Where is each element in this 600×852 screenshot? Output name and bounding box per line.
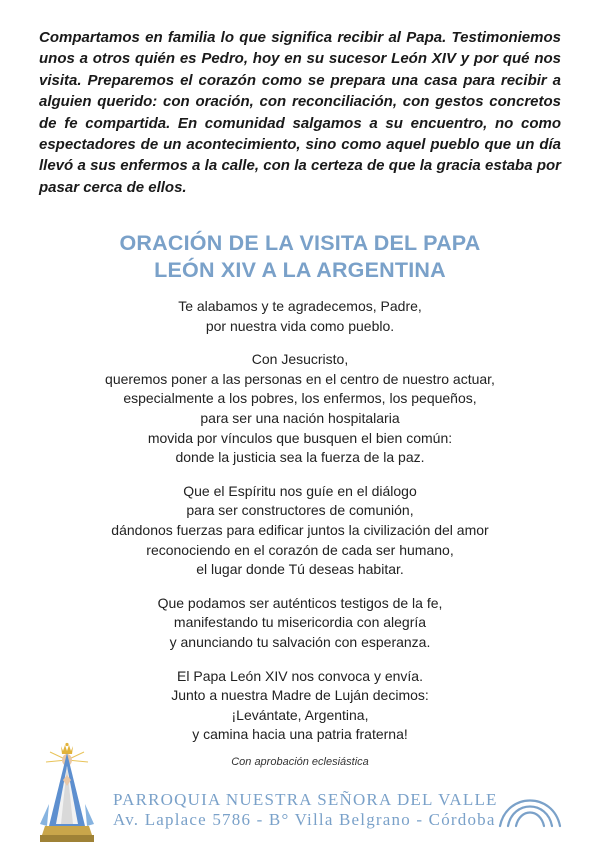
- prayer-line: Con Jesucristo,: [251, 351, 349, 368]
- prayer-line: Que el Espíritu nos guíe en el diálogo: [183, 482, 417, 499]
- prayer-stanza-4: [0, 594, 600, 653]
- prayer-stanza-3: [0, 482, 600, 580]
- intro-paragraph: Compartamos en familia lo que significa recibir al Papa. Testimoniemos unos a otros quién es Pedro, hoy en su sucesor León XIV y por qué nos visita. Preparemos el corazón como se prepara una casa para recibir a alguien querido: con oración, con reconciliación, con gestos concretos de fe compartida. En comunidad salgamos a su encuentro, no como espectadores de un acontecimiento, sino como aquel pueblo que un día llevó a sus enfermos a la calle, con la certeza de que la gracia estaba por pasar cerca de ellos.: [39, 29, 561, 196]
- parish-name: PARROQUIA NUESTRA SEÑORA DEL VALLE: [113, 790, 498, 809]
- prayer-line: el lugar donde Tú deseas habitar.: [196, 561, 404, 578]
- prayer-line: para ser una nación hospitalaria: [200, 409, 400, 426]
- prayer-line: Junto a nuestra Madre de Luján decimos:: [171, 687, 429, 704]
- prayer-line: especialmente a los pobres, los enfermos, los pequeños,: [123, 390, 477, 407]
- prayer-line: manifestando tu misericordia con alegría: [173, 614, 427, 631]
- prayer-line: y anunciando tu salvación con esperanza.: [169, 633, 431, 650]
- prayer-line: donde la justicia sea la fuerza de la paz.: [175, 449, 425, 466]
- prayer-title: [0, 230, 600, 284]
- prayer-line: ¡Levántate, Argentina,: [231, 706, 369, 723]
- prayer-body: [0, 297, 600, 759]
- prayer-stanza-2: [0, 350, 600, 468]
- prayer-line: y camina hacia una patria fraterna!: [192, 726, 408, 743]
- arches-logo-icon: [497, 782, 563, 830]
- prayer-stanza-1: [0, 297, 600, 336]
- prayer-title-line-2: LEÓN XIV A LA ARGENTINA: [154, 258, 446, 282]
- prayer-stanza-5: [0, 667, 600, 745]
- prayer-line: Que podamos ser auténticos testigos de la fe,: [157, 594, 443, 611]
- prayer-title-line-1: ORACIÓN DE LA VISITA DEL PAPA: [119, 231, 481, 255]
- prayer-line: reconociendo en el corazón de cada ser humano,: [146, 541, 454, 558]
- prayer-line: Te alabamos y te agradecemos, Padre,: [178, 298, 422, 314]
- prayer-line: queremos poner a las personas en el centro de nuestro actuar,: [105, 370, 495, 387]
- prayer-line: para ser constructores de comunión,: [186, 502, 414, 519]
- parish-address: Av. Laplace 5786 - B° Villa Belgrano - Córdoba: [113, 810, 496, 829]
- prayer-line: dándonos fuerzas para edificar juntos la civilización del amor: [111, 521, 489, 538]
- prayer-line: por nuestra vida como pueblo.: [205, 317, 395, 334]
- prayer-line: El Papa León XIV nos convoca y envía.: [177, 667, 423, 684]
- prayer-line: movida por vínculos que busquen el bien común:: [147, 429, 453, 446]
- virgin-of-lujan-icon: [32, 742, 102, 846]
- approval-note: Con aprobación eclesiástica: [231, 756, 369, 768]
